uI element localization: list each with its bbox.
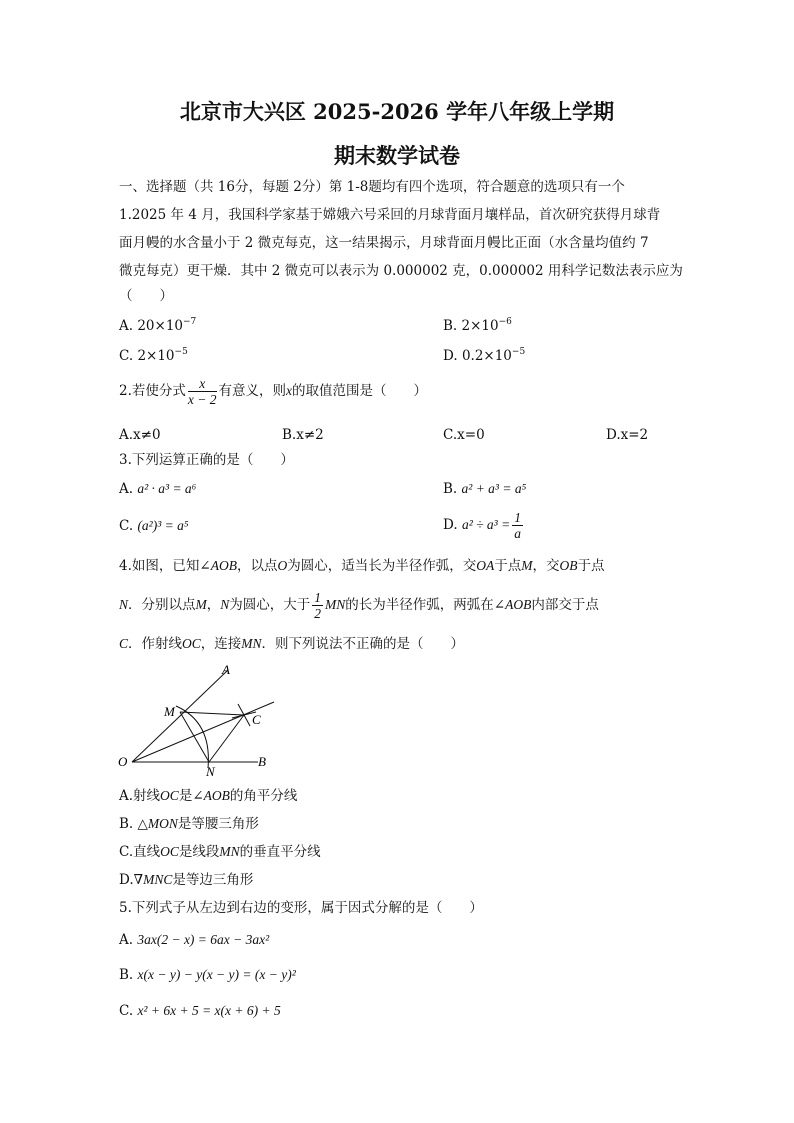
ray-OA xyxy=(132,670,228,762)
angle-bisector-figure xyxy=(110,660,290,780)
label-O: O xyxy=(118,754,128,769)
q4-line2: N．分别以点M，N为圆心，大于 $\frac{1}{2}$ MN的长为半径作弧，两弧在∠AOB内部交于点 xyxy=(119,590,599,621)
exam-title-line2: 期末数学试卷 xyxy=(334,143,460,168)
label-N: N xyxy=(206,764,215,779)
q5-option-b: B. x(x − y) − y(x − y) = (x − y)² xyxy=(119,967,296,983)
q1-line3: 微克每克）更干燥．其中 2 微克可以表示为 0.000002 克，0.000002 用科学记数法表示应为 xyxy=(119,263,683,279)
q4-option-a: A.射线OC是∠AOB的角平分线 xyxy=(119,788,298,804)
q1-option-c: C. $2\times 10^{-5}$ xyxy=(119,347,188,364)
q4-line3: C．作射线OC，连接MN．则下列说法不正确的是（ ） xyxy=(119,636,465,652)
q5-stem: 5.下列式子从左边到右边的变形，属于因式分解的是（ ） xyxy=(119,900,483,916)
label-B: B xyxy=(258,754,266,769)
q1-option-a: A. $20\times 10^{-7}$ xyxy=(119,317,197,334)
q1-line1: 1.2025 年 4 月，我国科学家基于嫦娥六号采回的月球背面月壤样品，首次研究获得月球背 xyxy=(119,207,661,223)
q2-option-c: C.x=0 xyxy=(443,427,485,443)
q2-option-a: A.x≠0 xyxy=(119,427,161,443)
section-header: 一、选择题（共 16分，每题 2分）第 1-8题均有四个选项，符合题意的选项只有一个 xyxy=(119,179,625,195)
exam-title-line1: 北京市大兴区 2025-2026 学年八年级上学期 xyxy=(179,99,615,124)
label-A: A xyxy=(222,662,230,677)
q1-option-b: B. $2\times 10^{-6}$ xyxy=(443,317,512,334)
q2-fraction: $\frac{x}{x - 2}$ xyxy=(187,376,217,407)
q3-option-c: C. (a²)³ = a⁵ xyxy=(119,518,189,534)
q1-line2: 面月幔的水含量小于 2 微克每克，这一结果揭示，月球背面月幔比正面（水含量均值约 7 xyxy=(119,235,649,251)
q4-line1: 4.如图，已知∠AOB，以点O为圆心，适当长为半径作弧，交OA于点M，交OB于点 xyxy=(119,558,605,574)
label-M: M xyxy=(164,704,175,719)
q2-option-d: D.x=2 xyxy=(606,427,649,443)
label-C: C xyxy=(252,712,261,727)
q5-option-c: C. x² + 6x + 5 = x(x + 6) + 5 xyxy=(119,1003,281,1019)
q2-option-b: B.x≠2 xyxy=(282,427,324,443)
q4-option-b: B. △MON是等腰三角形 xyxy=(119,816,259,832)
q3-option-a: A. a² · a³ = a⁶ xyxy=(119,481,197,497)
q4-option-c: C.直线OC是线段MN的垂直平分线 xyxy=(119,844,321,860)
q1-option-d: D. $0.2\times 10^{-5}$ xyxy=(443,347,526,364)
q1-paren: （ ） xyxy=(119,288,173,304)
q4-option-d: D.∇MNC是等边三角形 xyxy=(119,872,254,888)
q3-stem: 3.下列运算正确的是（ ） xyxy=(119,452,294,468)
q5-option-a: A. 3ax(2 − x) = 6ax − 3ax² xyxy=(119,932,270,948)
q2-stem: 2.若使分式 $\frac{x}{x - 2}$ 有意义，则x的取值范围是（ ） xyxy=(119,376,427,407)
q3-option-b: B. a² + a³ = a⁵ xyxy=(443,481,527,497)
q3-option-d: D. a² ÷ a³ = $\frac{1}{a}$ xyxy=(443,510,521,541)
